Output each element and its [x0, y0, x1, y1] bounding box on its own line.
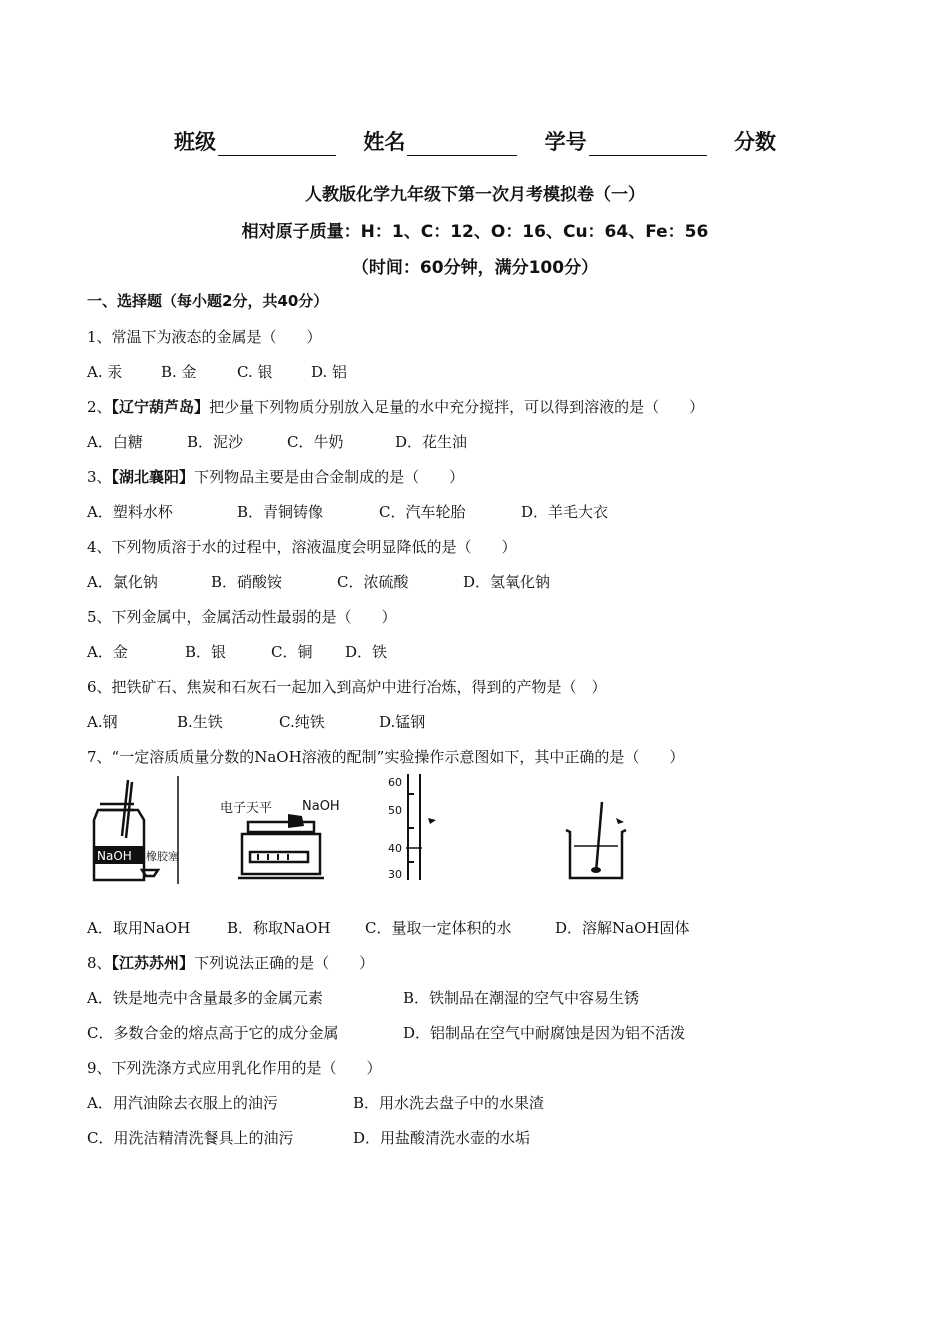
section1-title: 一、选择题（每小题2分，共40分） [87, 292, 329, 310]
cylinder-mark-30: 30 [388, 868, 402, 881]
question-7-stem: 7、“一定溶质质量分数的NaOH溶液的配制”实验操作示意图如下，其中正确的是（ ） [87, 748, 685, 766]
question-1-stem: 1、常温下为液态的金属是（ ） [87, 328, 322, 346]
q4-option-d[interactable]: D．氢氧化钠 [463, 573, 551, 591]
q3-option-b[interactable]: B．青铜铸像 [237, 503, 324, 521]
q6-option-a[interactable]: A.钢 [87, 713, 118, 731]
q4-option-b[interactable]: B．硝酸铵 [211, 573, 283, 591]
student-info-line [0, 126, 950, 156]
time-info: （时间：60分钟，满分100分） [351, 258, 599, 278]
exam-title: 人教版化学九年级下第一次月考模拟卷（一） [305, 185, 645, 205]
q5-option-b[interactable]: B．银 [185, 643, 227, 661]
cylinder-mark-60: 60 [388, 776, 402, 789]
question-4-stem: 4、下列物质溶于水的过程中，溶液温度会明显降低的是（ ） [87, 538, 517, 556]
q3-region-tag: 【湖北襄阳】 [111, 468, 195, 486]
q3-option-a[interactable]: A．塑料水杯 [87, 503, 173, 521]
q5-option-c[interactable]: C．铜 [271, 643, 313, 661]
stopper-label: 橡胶塞 [146, 850, 179, 863]
q9-option-d[interactable]: D．用盐酸清洗水壶的水垢 [353, 1129, 531, 1147]
q9-option-b[interactable]: B．用水洗去盘子中的水果渣 [353, 1094, 545, 1112]
number-label: 学号 [544, 130, 587, 154]
q8-region-tag: 【江苏苏州】 [111, 954, 195, 972]
class-blank[interactable] [218, 133, 336, 156]
q3-option-c[interactable]: C．汽车轮胎 [379, 503, 466, 521]
q8-option-a[interactable]: A．铁是地壳中含量最多的金属元素 [87, 989, 323, 1007]
q7-option-c[interactable]: C．量取一定体积的水 [365, 919, 512, 937]
figure-b-weigh-naoh [218, 794, 340, 884]
q3-option-d[interactable]: D．羊毛大衣 [521, 503, 609, 521]
q7-option-b[interactable]: B．称取NaOH [227, 919, 331, 937]
question-9-stem: 9、下列洗涤方式应用乳化作用的是（ ） [87, 1059, 382, 1077]
cylinder-mark-40: 40 [388, 842, 402, 855]
cylinder-mark-50: 50 [388, 804, 402, 817]
question-5-stem: 5、下列金属中，金属活动性最弱的是（ ） [87, 608, 397, 626]
figure-d-dissolve-naoh [560, 796, 632, 886]
figure-c-measure-water [384, 772, 454, 882]
number-blank[interactable] [589, 133, 707, 156]
q8-option-d[interactable]: D．铝制品在空气中耐腐蚀是因为铝不活泼 [403, 1024, 686, 1042]
q9-option-c[interactable]: C．用洗洁精清洗餐具上的油污 [87, 1129, 294, 1147]
question-8-stem: 8、【江苏苏州】下列说法正确的是（ ） [87, 954, 375, 972]
q2-option-d[interactable]: D．花生油 [395, 433, 468, 451]
q2-option-c[interactable]: C．牛奶 [287, 433, 344, 451]
q6-option-d[interactable]: D.锰钢 [379, 713, 426, 731]
balance-naoh-label: NaOH [302, 799, 340, 814]
q4-option-c[interactable]: C．浓硫酸 [337, 573, 409, 591]
name-blank[interactable] [407, 133, 517, 156]
q7-option-a[interactable]: A．取用NaOH [87, 919, 191, 937]
q1-option-c[interactable]: C. 银 [237, 363, 273, 381]
q4-option-a[interactable]: A．氯化钠 [87, 573, 158, 591]
q2-region-tag: 【辽宁葫芦岛】 [111, 398, 210, 416]
q6-option-b[interactable]: B.生铁 [177, 713, 223, 731]
question-6-stem: 6、把铁矿石、焦炭和石灰石一起加入到高炉中进行冶炼，得到的产物是（ ） [87, 678, 607, 696]
question-3-stem: 3、【湖北襄阳】下列物品主要是由合金制成的是（ ） [87, 468, 465, 486]
atomic-masses: 相对原子质量：H：1、C：12、O：16、Cu：64、Fe：56 [241, 222, 709, 242]
q8-option-b[interactable]: B．铁制品在潮湿的空气中容易生锈 [403, 989, 640, 1007]
q1-option-d[interactable]: D. 铝 [311, 363, 348, 381]
q7-option-d[interactable]: D．溶解NaOH固体 [555, 919, 690, 937]
bottle-label: NaOH [97, 849, 132, 863]
q2-option-a[interactable]: A．白糖 [87, 433, 143, 451]
q5-option-d[interactable]: D．铁 [345, 643, 388, 661]
figure-a-take-naoh [86, 776, 186, 888]
q2-option-b[interactable]: B．泥沙 [187, 433, 244, 451]
q1-option-b[interactable]: B. 金 [161, 363, 197, 381]
score-label: 分数 [733, 130, 776, 154]
name-label: 姓名 [363, 130, 406, 154]
q8-option-c[interactable]: C．多数合金的熔点高于它的成分金属 [87, 1024, 339, 1042]
q5-option-a[interactable]: A．金 [87, 643, 128, 661]
question-2-stem: 2、【辽宁葫芦岛】把少量下列物质分别放入足量的水中充分搅拌，可以得到溶液的是（ ） [87, 398, 705, 416]
q1-option-a[interactable]: A. 汞 [87, 363, 123, 381]
class-label: 班级 [174, 130, 217, 154]
q9-option-a[interactable]: A．用汽油除去衣服上的油污 [87, 1094, 278, 1112]
q6-option-c[interactable]: C.纯铁 [279, 713, 325, 731]
balance-label: 电子天平 [220, 801, 273, 816]
